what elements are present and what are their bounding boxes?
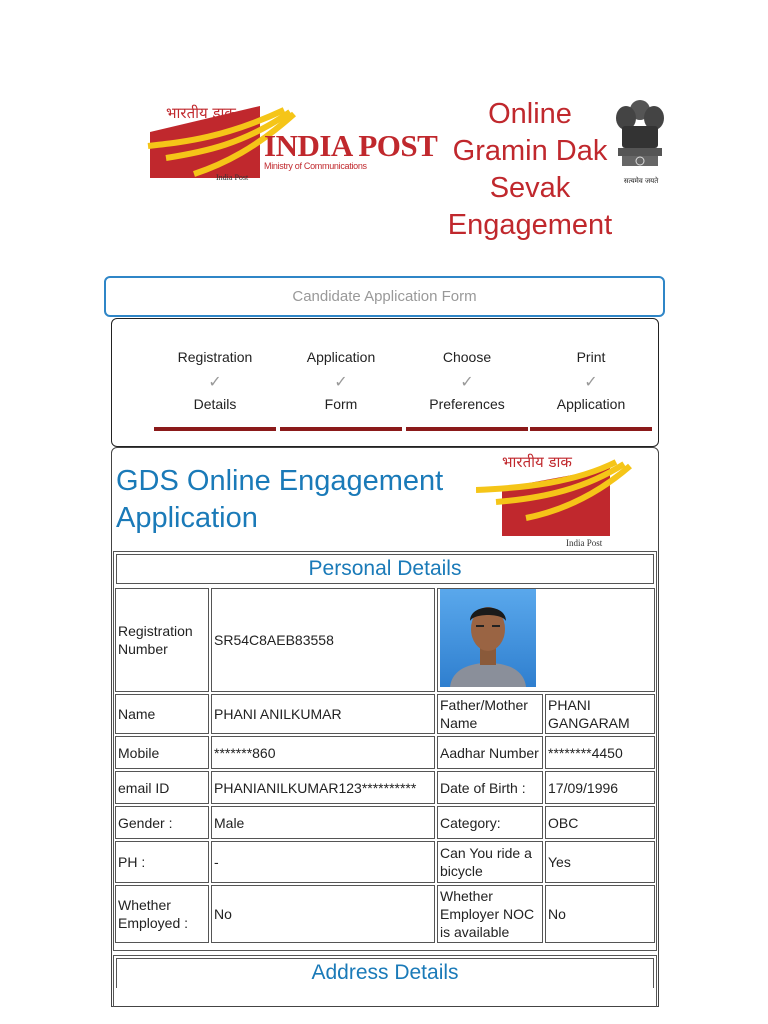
registration-number-value: SR54C8AEB83558 xyxy=(211,588,435,692)
table-row xyxy=(115,885,655,943)
category-label: Category: xyxy=(437,806,543,839)
step-registration-details[interactable]: Registration ✓ Details xyxy=(154,319,276,447)
mobile-value: *******860 xyxy=(211,736,435,769)
bicycle-value: Yes xyxy=(545,841,655,883)
employer-noc-value: No xyxy=(545,885,655,943)
candidate-application-form-header: Candidate Application Form xyxy=(104,276,665,317)
aadhar-number-value: ********4450 xyxy=(545,736,655,769)
step-progress-bar xyxy=(154,427,276,431)
step-choose-preferences[interactable]: Choose ✓ Preferences xyxy=(406,319,528,447)
national-emblem-icon xyxy=(612,96,668,172)
table-row xyxy=(115,841,655,883)
address-details-header: Address Details xyxy=(116,958,654,988)
table-row xyxy=(115,771,655,804)
email-label: email ID xyxy=(115,771,209,804)
name-label: Name xyxy=(115,694,209,734)
bicycle-label: Can You ride a bicycle xyxy=(437,841,543,883)
step-progress-bar xyxy=(406,427,528,431)
step-print-application[interactable]: Print ✓ Application xyxy=(530,319,652,447)
date-of-birth-value: 17/09/1996 xyxy=(545,771,655,804)
category-value: OBC xyxy=(545,806,655,839)
gender-value: Male xyxy=(211,806,435,839)
logo-brand-text: INDIA POST xyxy=(264,128,438,163)
check-icon: ✓ xyxy=(460,374,474,391)
table-row xyxy=(115,806,655,839)
logo-hindi-text: भारतीय डाक xyxy=(502,453,572,471)
personal-details-table xyxy=(113,586,657,945)
table-row xyxy=(115,588,655,692)
logo-small-text: India Post xyxy=(216,173,249,182)
ph-value: - xyxy=(211,841,435,883)
check-icon: ✓ xyxy=(208,374,222,391)
employed-label: Whether Employed : xyxy=(115,885,209,943)
step-application-form[interactable]: Application ✓ Form xyxy=(280,319,402,447)
check-icon: ✓ xyxy=(334,374,348,391)
ph-label: PH : xyxy=(115,841,209,883)
logo-ministry-text: Ministry of Communications xyxy=(264,161,367,171)
application-title: GDS Online Engagement Application xyxy=(116,465,444,534)
email-value: PHANIANILKUMAR123********** xyxy=(211,771,435,804)
mobile-label: Mobile xyxy=(115,736,209,769)
candidate-photo xyxy=(440,589,536,687)
page-title: Online Gramin Dak Sevak Engagement xyxy=(447,98,613,241)
employed-value: No xyxy=(211,885,435,943)
table-row xyxy=(115,736,655,769)
parent-name-label: Father/Mother Name xyxy=(437,694,543,734)
step-progress-bar xyxy=(530,427,652,431)
progress-steps xyxy=(111,318,659,447)
photo-cell xyxy=(437,588,655,692)
emblem-motto-text: सत्यमेव जयते xyxy=(623,177,659,185)
aadhar-number-label: Aadhar Number xyxy=(437,736,543,769)
step-progress-bar xyxy=(280,427,402,431)
employer-noc-label: Whether Employer NOC is available xyxy=(437,885,543,943)
table-row xyxy=(115,694,655,734)
date-of-birth-label: Date of Birth : xyxy=(437,771,543,804)
personal-details-header: Personal Details xyxy=(116,554,654,584)
logo-hindi-text: भारतीय डाक xyxy=(166,104,236,122)
registration-number-label: Registration Number xyxy=(115,588,209,692)
check-icon: ✓ xyxy=(584,374,598,391)
name-value: PHANI ANILKUMAR xyxy=(211,694,435,734)
gender-label: Gender : xyxy=(115,806,209,839)
logo-small-text: India Post xyxy=(566,538,603,548)
parent-name-value: PHANI GANGARAM xyxy=(545,694,655,734)
